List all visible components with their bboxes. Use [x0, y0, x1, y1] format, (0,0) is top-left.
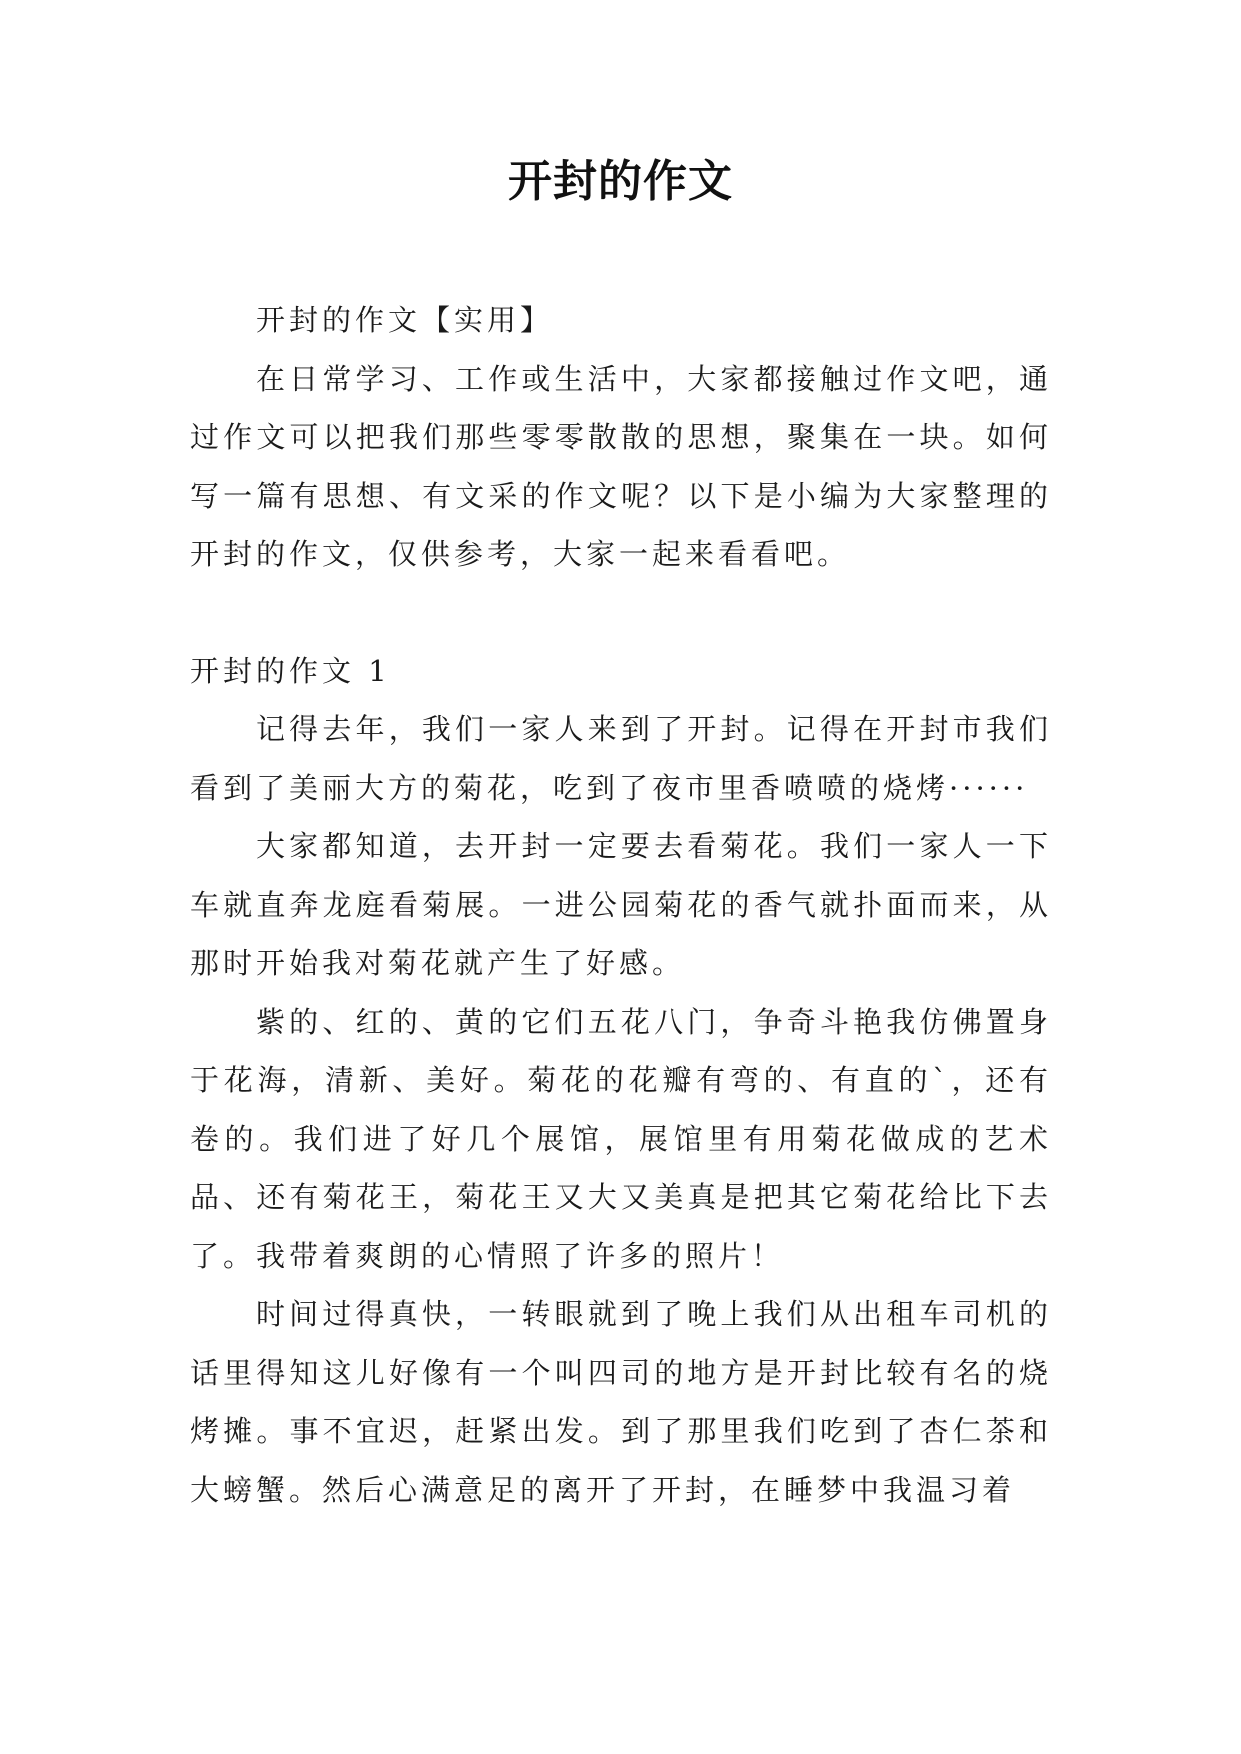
essay-paragraph: 紫的、红的、黄的它们五花八门，争奇斗艳我仿佛置身于花海，清新、美好。菊花的花瓣有弯的、有直的`，还有卷的。我们进了好几个展馆，展馆里有用菊花做成的艺术品、还有菊花王，菊花王又大又美真是把其它菊花给比下去了。我带着爽朗的心情照了许多的照片！: [190, 1004, 1052, 1273]
document-body: [190, 291, 1052, 1519]
intro-heading: 开封的作文【实用】: [256, 303, 554, 337]
intro-paragraph: 在日常学习、工作或生活中，大家都接触过作文吧，通过作文可以把我们那些零零散散的思想，聚集在一块。如何写一篇有思想、有文采的作文呢？以下是小编为大家整理的开封的作文，仅供参考，大家一起来看看吧。: [190, 361, 1052, 571]
essay-paragraph: 大家都知道，去开封一定要去看菊花。我们一家人一下车就直奔龙庭看菊展。一进公园菊花的香气就扑面而来，从那时开始我对菊花就产生了好感。: [190, 829, 1052, 980]
section-heading: 开封的作文 1: [190, 653, 391, 688]
section-spacer: [190, 584, 1052, 642]
document-title: 开封的作文: [508, 156, 733, 207]
essay-paragraph: 时间过得真快，一转眼就到了晚上我们从出租车司机的话里得知这儿好像有一个叫四司的地方是开封比较有名的烧烤摊。事不宜迟，赶紧出发。到了那里我们吃到了杏仁茶和大螃蟹。然后心满意足的离开了开封，在睡梦中我温习着: [190, 1297, 1052, 1507]
essay-paragraph: 记得去年，我们一家人来到了开封。记得在开封市我们看到了美丽大方的菊花，吃到了夜市里香喷喷的烧烤······: [190, 712, 1052, 805]
